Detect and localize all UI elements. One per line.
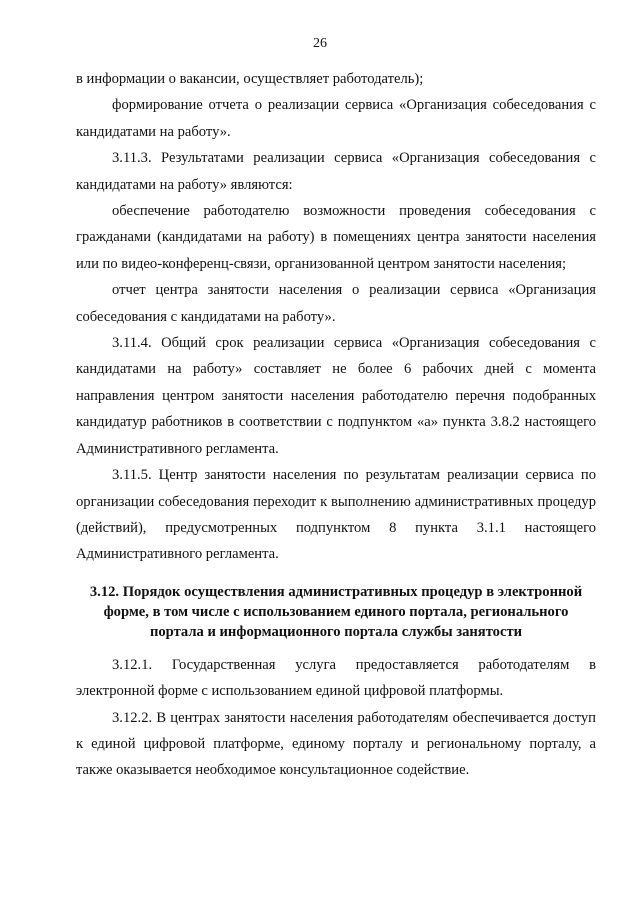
paragraph-report-formation: формирование отчета о реализации сервиса «Организация собеседования с кандидатами на работу». (76, 97, 596, 140)
paragraph-center-report: отчет центра занятости населения о реализации сервиса «Организация собеседования с кандидатами на работу». (76, 282, 596, 325)
paragraph-3-11-4: 3.11.4. Общий срок реализации сервиса «Организация собеседования с кандидатами на работу» составляет не более 6 рабочих дней с момента направления центром занятости населения работодателю перечня подобранных кандидатур работников в соответствии с подпунктом «а» пункта 3.8.2 настоящего Административного регламента. (76, 335, 596, 457)
paragraph-employer-opportunity: обеспечение работодателю возможности проведения собеседования с гражданами (кандидатами на работу) в помещениях центра занятости населения или по видео-конференц-связи, организованной центром занятости населения; (76, 203, 596, 272)
paragraph-3-11-3: 3.11.3. Результатами реализации сервиса «Организация собеседования с кандидатами на работу» являются: (76, 150, 596, 193)
document-body (76, 66, 596, 784)
paragraph-3-12-1: 3.12.1. Государственная услуга предоставляется работодателям в электронной форме с использованием единой цифровой платформы. (76, 656, 596, 700)
paragraph-3-12-2: 3.12.2. В центрах занятости населения работодателям обеспечивается доступ к единой цифровой платформе, единому порталу и региональному порталу, а также оказывается необходимое консультационное содействие. (76, 709, 596, 779)
page-number: 26 (313, 36, 327, 51)
section-heading-3-12: 3.12. Порядок осуществления административных процедур в электронной форме, в том числе с использованием единого портала, регионального портала и информационного портала службы занятости (89, 583, 583, 640)
paragraph-continuation: в информации о вакансии, осуществляет работодатель); (76, 71, 424, 87)
paragraph-3-11-5: 3.11.5. Центр занятости населения по результатам реализации сервиса по организации собеседования переходит к выполнению административных процедур (действий), предусмотренных подпунктом 8 пункта 3.1.1 настоящего Административного регламента. (76, 467, 596, 563)
